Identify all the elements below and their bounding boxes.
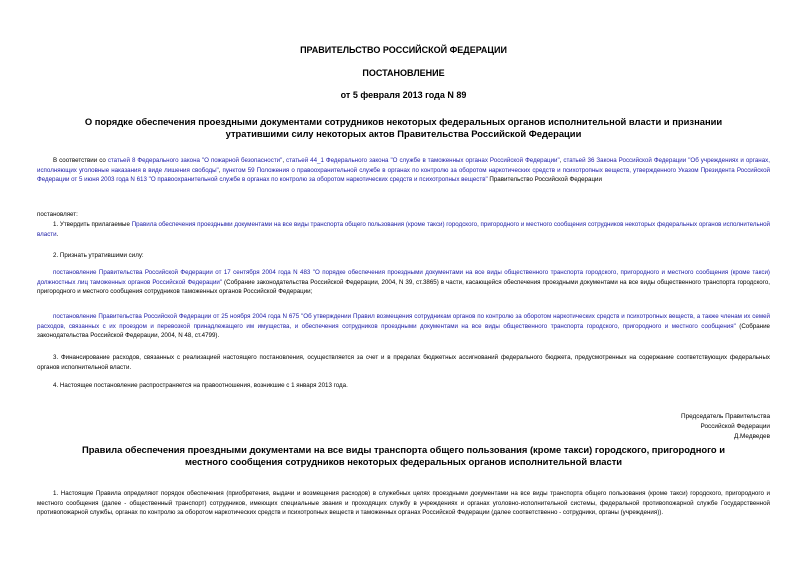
resolves-text: постановляет: (37, 211, 78, 218)
preamble-text: , (282, 157, 287, 164)
item-4-paragraph: 4. Настоящее постановление распространяется на правоотношения, возникшие с 1 января 2013 года. (53, 382, 348, 389)
preamble-text: , (218, 166, 223, 174)
resolution-483-link[interactable]: постановление Правительства Российской Федерации от 17 сентября 2004 года N 483 "О порядке обеспечения проездными документами на все виды общественного транспорта городского, пригородного и местного сообщения (кроме такси) должностных лиц таможенных органов Российской Федерации" (37, 269, 770, 286)
item-1-text: . (56, 230, 59, 238)
preamble-paragraph (37, 156, 770, 185)
penal-institutions-law-link[interactable]: статьей 36 Закона Российской Федерации "Об учреждениях и органах, исполняющих уголовные наказания в виде лишения свободы" (37, 157, 770, 174)
signature-name: Д.Медведев (733, 433, 770, 441)
repeal-1-text: (Собрание законодательства Российской Федерации, 2004, N 39, ст.3865) в части, касающейся обеспечения проездными документами на все виды общественного транспорта городского, пригородного и местного сообщения сотрудников таможенных органов Российской Федерации; (37, 278, 770, 296)
item-1-paragraph (37, 220, 770, 239)
signature-block (560, 412, 770, 443)
rules-title: Правила обеспечения проездными документами на все виды транспорта общего пользования (кроме такси) городского, пригородного и местного сообщения сотрудников некоторых федеральных органов исполнительной власти (81, 444, 726, 467)
document-type-heading: ПОСТАНОВЛЕНИЕ (362, 68, 445, 78)
item-3-paragraph: 3. Финансирование расходов, связанных с реализацией настоящего постановления, осуществляется за счет и в пределах бюджетных ассигнований федерального бюджета, предусмотренных на содержание соответствующих федеральных органов исполнительной власти. (37, 354, 770, 371)
drug-control-regulation-link[interactable]: пунктом 59 Положения о правоохранительной службе в органах по контролю за оборотом наркотических средств и психотропных веществ, утвержденного Указом Президента Российской Федерации от 5 июня 2003 года N 613 "О правоохранительной службе в органах по контролю за оборотом наркотических средств и психотропных веществ" (37, 166, 770, 184)
rules-link[interactable]: Правила обеспечения проездными документами на все виды транспорта общего пользования (кроме такси) городского, пригородного и местного сообщения сотрудников некоторых федеральных органов исполнительной власти (37, 221, 770, 238)
document-date-number: от 5 февраля 2013 года N 89 (340, 90, 467, 100)
repeal-2-paragraph (37, 312, 770, 341)
item-2-paragraph: 2. Признать утратившими силу: (53, 252, 144, 259)
repeal-1-paragraph (37, 268, 770, 297)
preamble-text: В соответствии со (53, 157, 108, 164)
rules-item-1-paragraph: 1. Настоящие Правила определяют порядок обеспечения (приобретения, выдачи и возмещения расходов) в служебных целях проездными документами на все виды транспорта общего пользования (кроме такси) городского, пригородного и местного сообщения (далее - общественный транспорт) сотрудников, имеющих специальные звания и проходящих службу в учреждениях и органах уголовно-исполнительной системы, федеральной противопожарной службе Государственной противопожарной службы, органах по контролю за оборотом наркотических средств и психотропных веществ и таможенных органах Российской Федерации (далее соответственно - сотрудники, органы (учреждения)). (37, 490, 770, 517)
resolution-675-link[interactable]: постановление Правительства Российской Федерации от 25 ноября 2004 года N 675 "Об утверждении Правил возмещения сотрудникам органов по контролю за оборотом наркотических средств и психотропных веществ, а также членам их семей расходов, связанных с их проездом и перевозкой принадлежащего им имущества, и обеспечения сотрудников проездными документами на все виды общественного транспорта городского, пригородного и местного сообщения" (37, 313, 770, 330)
customs-service-law-link[interactable]: статьей 44_1 Федерального закона "О службе в таможенных органах Российской Федерации" (286, 157, 560, 164)
preamble-text: Правительство Российской Федерации (487, 176, 602, 184)
government-heading: ПРАВИТЕЛЬСТВО РОССИЙСКОЙ ФЕДЕРАЦИИ (300, 45, 507, 55)
preamble-text: , (559, 157, 564, 164)
signature-position-2: Российской Федерации (700, 423, 770, 431)
signature-position: Председатель Правительства (681, 413, 770, 420)
document-title: О порядке обеспечения проездными документами сотрудников некоторых федеральных органов исполнительной власти и признании утратившими силу некоторых актов Правительства Российской Федерации (84, 116, 723, 139)
fire-safety-law-link[interactable]: статьей 8 Федерального закона "О пожарной безопасности" (107, 157, 283, 164)
repeal-2-text: (Собрание законодательства Российской Федерации, 2004, N 48, ст.4799). (37, 322, 770, 340)
item-1-text: 1. Утвердить прилагаемые (53, 221, 132, 228)
